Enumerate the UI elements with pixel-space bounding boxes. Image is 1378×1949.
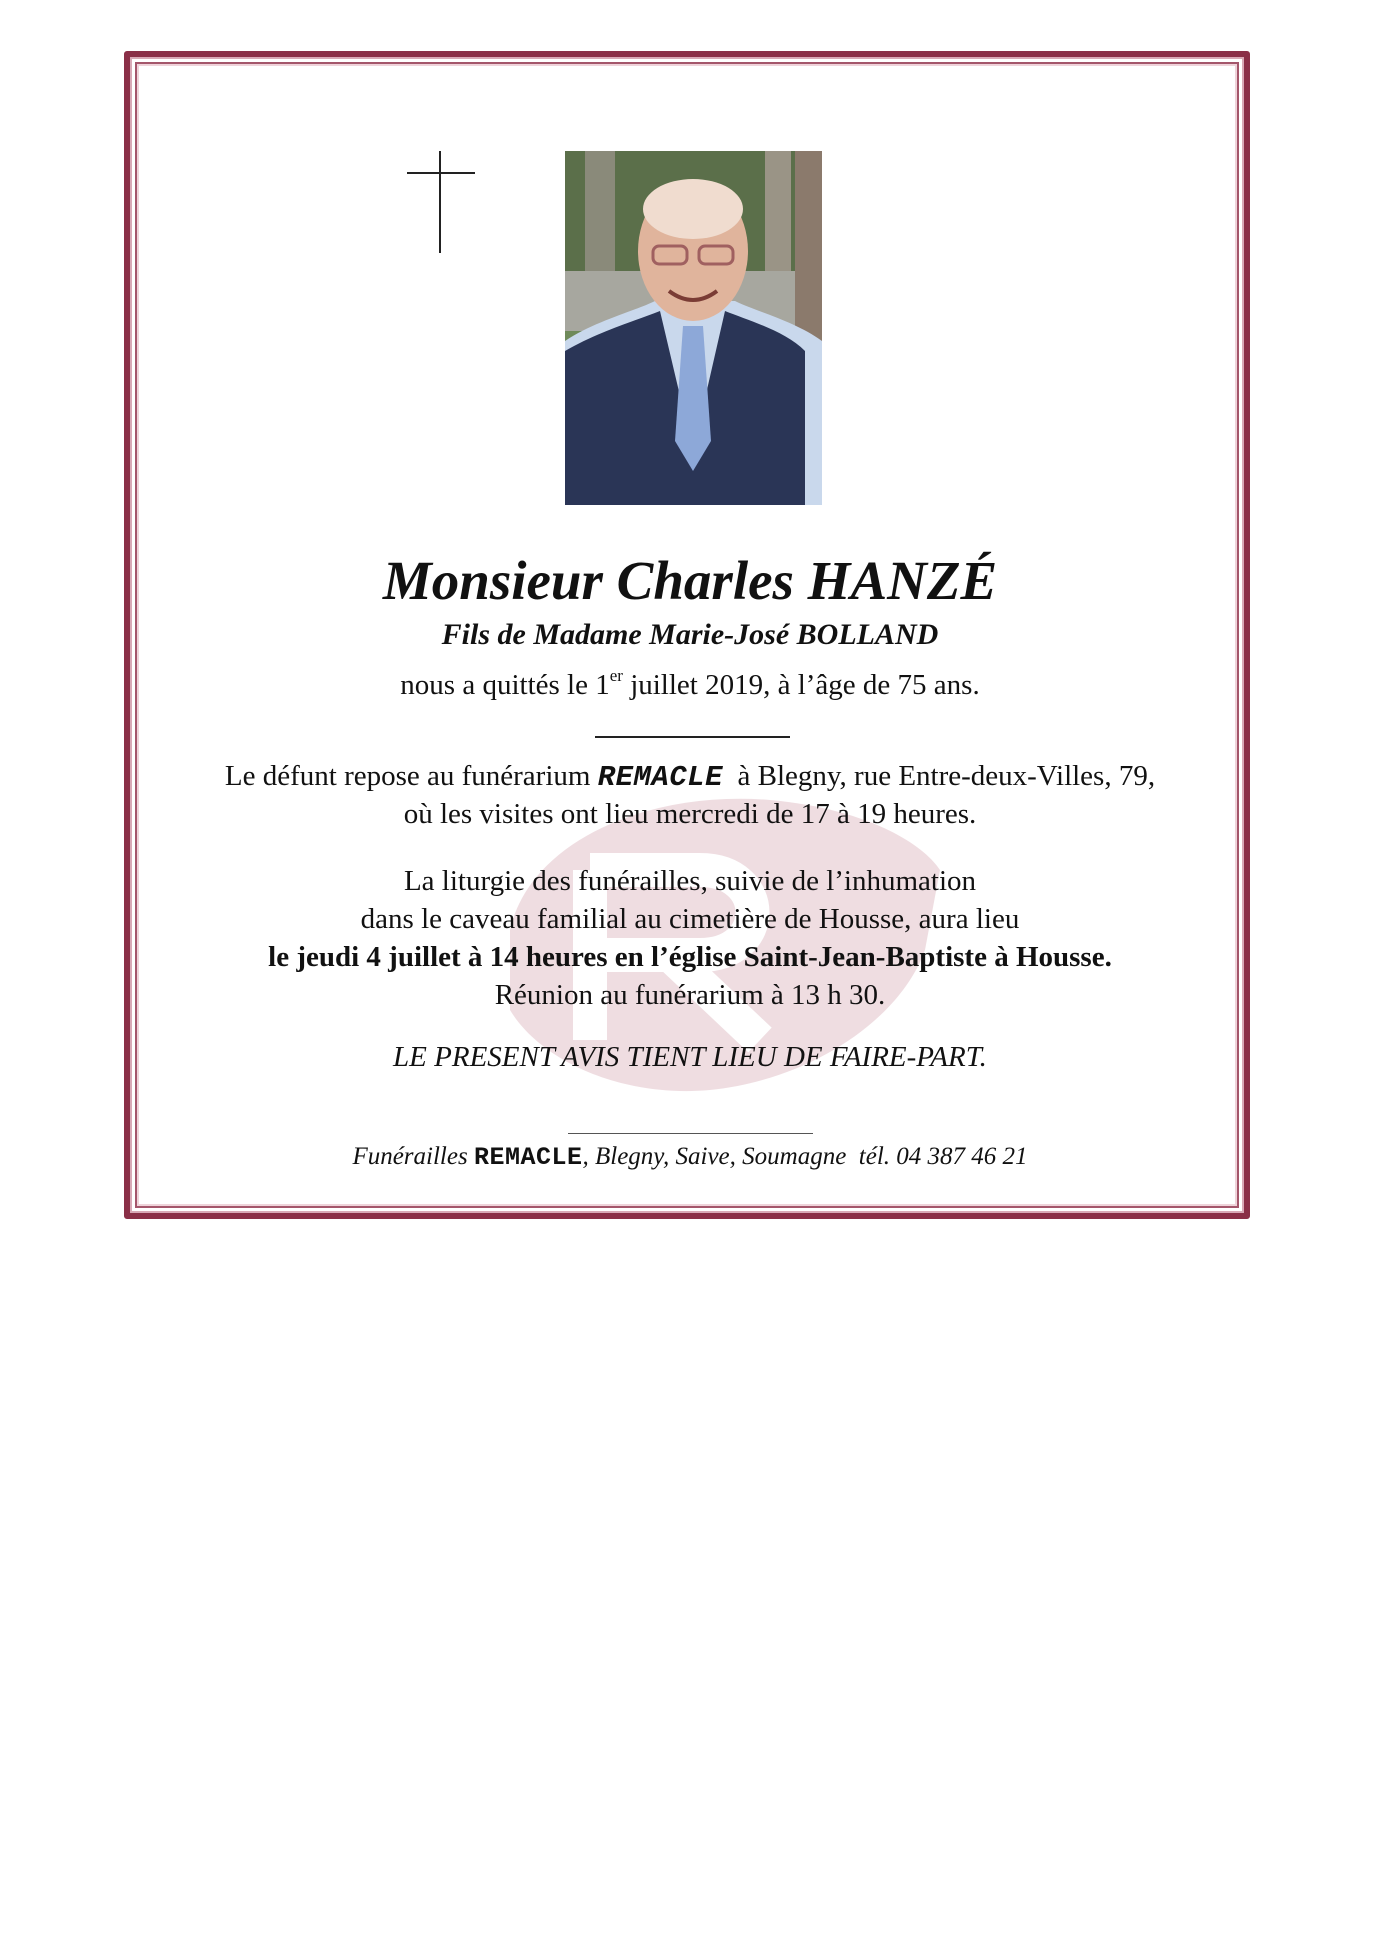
liturgy-line-2: dans le caveau familial au cimetière de Housse, aura lieu: [360, 903, 1020, 935]
death-date-line: [130, 667, 1250, 703]
liturgy-line-4: Réunion au funérarium à 13 h 30.: [494, 979, 886, 1011]
cross-icon: [407, 151, 475, 253]
brand-name: REMACLE: [597, 761, 724, 794]
divider-bottom: [568, 1133, 813, 1134]
rest-text-before: Le défunt repose au funérarium: [224, 760, 598, 792]
footer-text-after: , Blegny, Saive, Soumagne tél. 04 387 46 21: [582, 1143, 1028, 1170]
deceased-name: Monsieur Charles HANZÉ: [382, 550, 998, 611]
rest-line-1: [130, 757, 1250, 797]
filiation: Fils de Madame Marie-José BOLLAND: [441, 618, 939, 651]
liturgy-line-1: La liturgie des funérailles, suivie de l’inhumation: [403, 865, 977, 897]
footer: [130, 1139, 1250, 1176]
announcement: LE PRESENT AVIS TIENT LIEU DE FAIRE-PART.: [393, 1041, 987, 1073]
death-suffix: juillet 2019, à l’âge de 75 ans.: [622, 669, 980, 701]
footer-brand: REMACLE: [473, 1143, 583, 1172]
divider-top: [595, 736, 790, 738]
rest-text-after: à Blegny, rue Entre-deux-Villes, 79,: [723, 760, 1156, 792]
liturgy-line-3: le jeudi 4 juillet à 14 heures en l’église Saint-Jean-Baptiste à Housse.: [268, 941, 1112, 973]
death-prefix: nous a quittés le 1: [400, 669, 610, 701]
death-ordinal: er: [609, 666, 623, 686]
portrait-photo: [565, 151, 822, 505]
footer-text-before: Funérailles: [352, 1143, 474, 1170]
rest-line-2: où les visites ont lieu mercredi de 17 à 19 heures.: [403, 798, 977, 830]
